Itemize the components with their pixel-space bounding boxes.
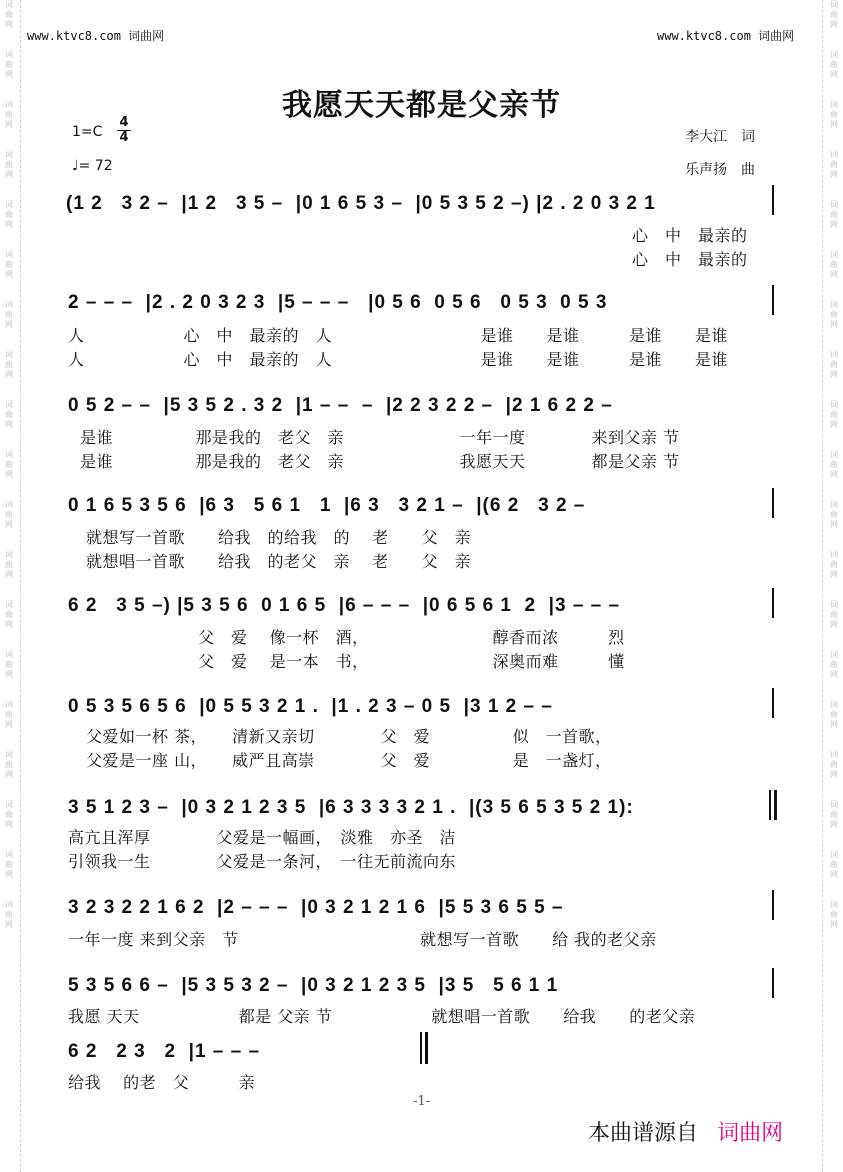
lyric-verse-1: 就想写一首歌 给我 的给我 的 老 父 亲 [86, 528, 472, 547]
tempo-marking: ♩= 72 [72, 158, 113, 174]
barline [772, 488, 774, 518]
notes-line: 0 1 6 5 3 5 6 |6 3 5 6 1 1 |6 3 3 2 1 – |(6 2 3 2 – [68, 495, 586, 516]
notes-line: 3 5 1 2 3 – |0 3 2 1 2 3 5 |6 3 3 3 3 2 1 . |(3 5 6 5 3 5 2 1): [68, 797, 634, 818]
notes-line: 6 2 2 3 2 |1 – – – [68, 1041, 261, 1062]
lyric-verse-2: 心 中 最亲的 [632, 250, 748, 269]
notes-line: 5 3 5 6 6 – |5 3 5 3 2 – |0 3 2 1 2 3 5 |3 5 5 6 1 1 [68, 975, 559, 996]
notes-line: 3 2 3 2 2 1 6 2 |2 – – – |0 3 2 1 2 1 6 |5 5 3 6 5 5 – [68, 897, 564, 918]
notes-line: 6 2 3 5 –) |5 3 5 6 0 1 6 5 |6 – – – |0 6 5 6 1 2 |3 – – – [68, 595, 621, 616]
right-margin-rule [822, 0, 823, 1172]
song-title: 我愿天天都是父亲节 [282, 88, 561, 123]
lyric-verse-2: 就想唱一首歌 给我 的老父 亲 老 父 亲 [86, 552, 472, 571]
lyric-verse-1: 高亢且浑厚 父爱是一幅画， 淡雅 亦圣 洁 [68, 828, 457, 847]
lyric-verse-1: 给我 的老 父 亲 [68, 1073, 256, 1092]
barline [772, 968, 774, 998]
left-watermark-strip: 词 曲 网 词 曲 网 词 曲 网 词 曲 网 词 曲 网 词 曲 网 词 曲 网 词 曲 网 词 曲 网 词 曲 网 词 曲 网 词 曲 网 词 曲 网 词 曲 网 词 曲 网 词 曲 网 词 曲 网 词 曲 网 词 曲 网 [5, 0, 13, 929]
lyric-verse-1: 我愿 天天 都是 父亲 节 就想唱一首歌 给我 的老父亲 [68, 1007, 696, 1026]
lyric-verse-2: 是谁 那是我的 老父 亲 我愿天天 都是父亲 节 [80, 452, 680, 471]
time-signature [117, 116, 131, 145]
lyric-verse-2: 人 心 中 最亲的 人 是谁 是谁 是谁 是谁 [68, 350, 729, 369]
time-signature-top: 4 [119, 115, 129, 130]
barline [772, 688, 774, 718]
lyric-verse-1: 父 爱 像一杯 酒， 醇香而浓 烈 [198, 628, 625, 647]
lyric-verse-2: 父爱是一座 山， 威严且高崇 父 爱 是 一盏灯， [86, 751, 612, 770]
source-footer [588, 1116, 783, 1147]
right-watermark-strip: 词 曲 网 词 曲 网 词 曲 网 词 曲 网 词 曲 网 词 曲 网 词 曲 网 词 曲 网 词 曲 网 词 曲 网 词 曲 网 词 曲 网 词 曲 网 词 曲 网 词 曲 网 词 曲 网 词 曲 网 词 曲 网 词 曲 网 [830, 0, 838, 929]
lyricist-credit: 李大江 词 [685, 129, 755, 145]
source-footer-brand[interactable]: 词曲网 [717, 1121, 784, 1146]
barline [769, 790, 771, 820]
key-signature: 1=C [72, 124, 103, 140]
barline [772, 285, 774, 315]
source-footer-text: 本曲谱源自 [588, 1121, 699, 1146]
lyric-verse-1: 人 心 中 最亲的 人 是谁 是谁 是谁 是谁 [68, 326, 729, 345]
barline [772, 588, 774, 618]
lyric-verse-1: 一年一度 来到父亲 节 就想写一首歌 给 我的老父亲 [68, 930, 657, 949]
left-margin-rule [20, 0, 21, 1172]
final-barline-thick [425, 1032, 428, 1064]
header-site-left[interactable]: www.ktvc8.com 词曲网 [27, 29, 165, 43]
time-signature-bottom: 4 [117, 130, 131, 145]
notes-line: 0 5 2 – – |5 3 5 2 . 3 2 |1 – – – |2 2 3 2 2 – |2 1 6 2 2 – [68, 395, 613, 416]
notes-line: (1 2 3 2 – |1 2 3 5 – |0 1 6 5 3 – |0 5 3 5 2 –) |2 . 2 0 3 2 1 [66, 193, 656, 214]
lyric-verse-1: 心 中 最亲的 [632, 226, 748, 245]
barline [772, 890, 774, 920]
repeat-end-barline [774, 790, 777, 820]
notes-line: 0 5 3 5 6 5 6 |0 5 5 3 2 1 . |1 . 2 3 – 0 5 |3 1 2 – – [68, 696, 553, 717]
lyric-verse-2: 引领我一生 父爱是一条河， 一往无前流向东 [68, 852, 457, 871]
header-site-right[interactable]: www.ktvc8.com 词曲网 [657, 29, 795, 43]
page-number: -1- [412, 1094, 431, 1109]
composer-credit: 乐声扬 曲 [685, 162, 755, 178]
barline [772, 185, 774, 215]
lyric-verse-1: 父爱如一杯 茶， 清新又亲切 父 爱 似 一首歌， [86, 727, 612, 746]
lyric-verse-2: 父 爱 是一本 书， 深奥而难 懂 [198, 652, 625, 671]
final-barline-thin [420, 1032, 422, 1064]
lyric-verse-1: 是谁 那是我的 老父 亲 一年一度 来到父亲 节 [80, 428, 680, 447]
notes-line: 2 – – – |2 . 2 0 3 2 3 |5 – – – |0 5 6 0 5 6 0 5 3 0 5 3 [68, 292, 608, 313]
